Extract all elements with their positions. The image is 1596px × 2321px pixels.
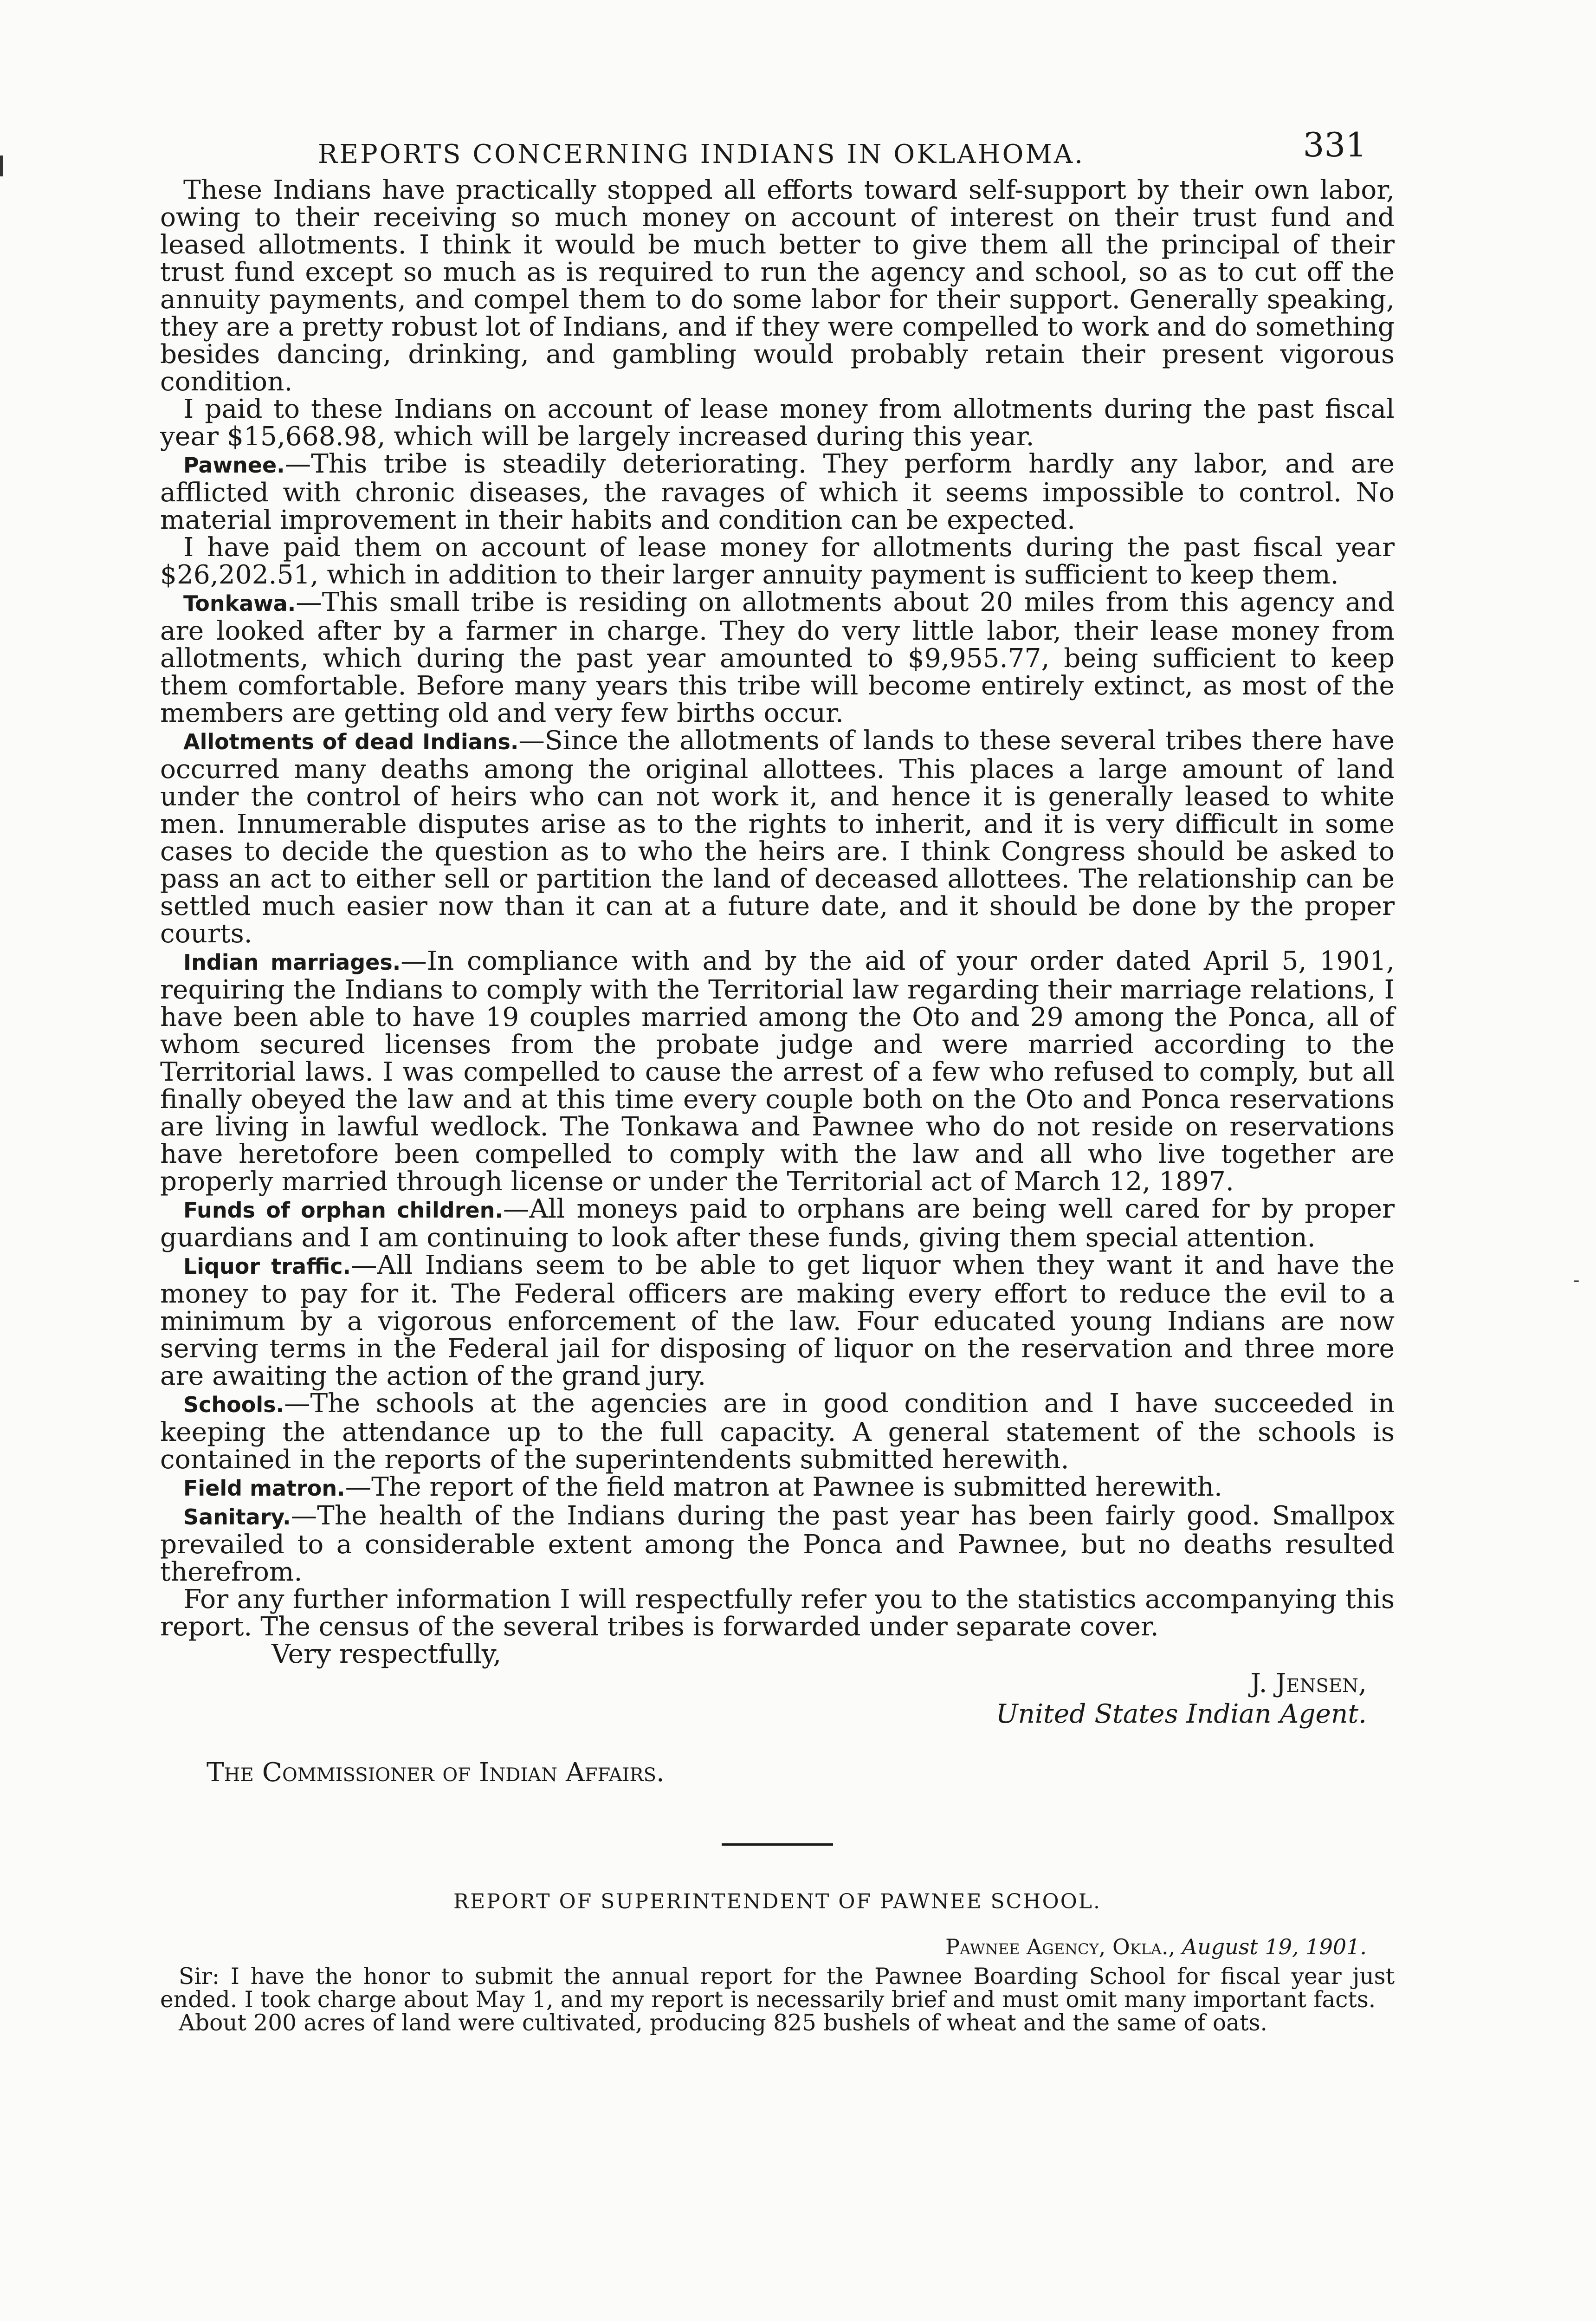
run-in-heading: Liquor traffic. <box>183 1254 351 1279</box>
agent-title: United States Indian Agent. <box>996 1699 1367 1729</box>
paragraph-text: —This small tribe is residing on allotments about 20 miles from this agency and are looked after by a farmer in charge. They do very little labor, their lease money from allotments, which during the past year amounted to $9,955.77, being sufficient to keep them comfortable. Before many years this tribe will become entirely extinct, as most of the members are getting old and very few births occur. <box>160 587 1395 728</box>
paragraph: For any further information I will respectfully refer you to the statistics accompanying this report. The census of the several tribes is forwarded under separate cover. <box>160 1584 1395 1642</box>
run-in-heading: Tonkawa. <box>183 591 296 616</box>
section-divider <box>722 1843 833 1846</box>
running-head <box>160 125 1395 176</box>
run-in-heading: Indian marriages. <box>183 950 401 975</box>
paragraph-text: —This tribe is steadily deteriorating. They perform hardly any labor, and are afflicted with chronic diseases, the ravages of which it seems impossible to control. No material improvement in their habits and condition can be expected. <box>160 449 1395 535</box>
paragraph <box>160 1251 1395 1390</box>
paragraph-text: —All moneys paid to orphans are being well cared for by proper guardians and I am continuing to look after these funds, giving them special attention. <box>160 1194 1395 1253</box>
paragraph <box>160 1195 1395 1251</box>
run-in-heading: Funds of orphan children. <box>183 1198 503 1223</box>
run-in-heading: Allotments of dead Indians. <box>183 729 519 754</box>
dateline-date: August 19, 1901. <box>1182 1934 1367 1959</box>
paragraph <box>160 450 1395 534</box>
signature: J. Jensen, <box>1250 1668 1367 1699</box>
section-heading: REPORT OF SUPERINTENDENT OF PAWNEE SCHOOL. <box>453 1890 1101 1913</box>
margin-mark: - <box>1573 1270 1580 1291</box>
run-in-heading: Schools. <box>183 1392 284 1417</box>
page-number: 331 <box>1303 125 1367 164</box>
paragraph <box>160 727 1395 947</box>
paragraph: Sir: I have the honor to submit the annual report for the Pawnee Boarding School for fiscal year just ended. I took charge about May 1, and my report is necessarily brief and must omit many important facts. <box>160 1964 1395 2013</box>
paragraph <box>160 1390 1395 1473</box>
run-in-heading: Field matron. <box>183 1476 345 1501</box>
paragraph: These Indians have practically stopped all efforts toward self-support by their own labor, owing to their receiving so much money on account of interest on their trust fund and leased allotments. I think it would be much better to give them all the principal of their trust fund except so much as is required to run the agency and school, so as to cut off the annuity payments, and compel them to do some labor for their support. Generally speaking, they are a pretty robust lot of Indians, and if they were compelled to work and do something besides dancing, drinking, and gambling would probably retain their present vigorous condition. <box>160 175 1395 397</box>
paragraph-text: —The health of the Indians during the past year has been fairly good. Smallpox prevailed to a considerable extent among the Ponca and Pawnee, but no deaths resulted therefrom. <box>160 1501 1395 1587</box>
paragraph <box>160 589 1395 727</box>
run-in-heading: Sanitary. <box>183 1504 291 1530</box>
paragraph-text: —The report of the field matron at Pawnee is submitted herewith. <box>345 1472 1222 1502</box>
dateline <box>160 1934 1395 1959</box>
paragraph-text: —Since the allotments of lands to these several tribes there have occurred many deaths among the original allottees. This places a large amount of land under the control of heirs who can not work it, and hence it is generally leased to white men. Innumerable disputes arise as to the rights to inherit, and it is very difficult in some cases to decide the question as to who the heirs are. I think Congress should be asked to pass an act to either sell or partition the land of deceased allottees. The relationship can be settled much easier now than it can at a future date, and it should be done by the proper courts. <box>160 726 1395 949</box>
paragraph <box>160 1473 1395 1502</box>
paragraph: About 200 acres of land were cultivated, producing 825 bushels of wheat and the same of oats. <box>179 2010 1267 2036</box>
paragraph: I have paid them on account of lease money for allotments during the past fiscal year $26,202.51, which in addition to their larger annuity payment is sufficient to keep them. <box>160 532 1395 590</box>
small-type-section <box>160 1965 1395 2035</box>
text-column <box>160 125 1395 2035</box>
scan-edge-mark <box>0 156 3 176</box>
run-in-heading: Pawnee. <box>183 453 285 478</box>
paragraph: I paid to these Indians on account of lease money from allotments during the past fiscal year $15,668.98, which will be largely increased during this year. <box>160 394 1395 452</box>
paragraph-text: —In compliance with and by the aid of your order dated April 5, 1901, requiring the Indians to comply with the Territorial law regarding their marriage relations, I have been able to have 19 couples married among the Oto and 29 among the Ponca, all of whom secured licenses from the probate judge and were married according to the Territorial laws. I was compelled to cause the arrest of a few who refused to comply, but all finally obeyed the law and at this time every couple both on the Oto and Ponca reservations are living in lawful wedlock. The Tonkawa and Pawnee who do not reside on reservations have heretofore been compelled to comply with the law and all who live together are properly married through license or under the Territorial act of March 12, 1897. <box>160 946 1395 1197</box>
paragraph-text: —The schools at the agencies are in good condition and I have succeeded in keeping the attendance up to the full capacity. A general statement of the schools is contained in the reports of the superintendents submitted herewith. <box>160 1388 1395 1475</box>
valediction: Very respectfully, <box>271 1639 502 1669</box>
running-title: REPORTS CONCERNING INDIANS IN OKLAHOMA. <box>318 139 1085 169</box>
paragraph <box>160 947 1395 1195</box>
addressee: The Commissioner of Indian Affairs. <box>207 1757 665 1788</box>
paragraph-text: —All Indians seem to be able to get liquor when they want it and have the money to pay for it. The Federal officers are making every effort to reduce the evil to a minimum by a vigorous enforcement of the law. Four educated young Indians are now serving terms in the Federal jail for disposing of liquor on the reservation and three more are awaiting the action of the grand jury. <box>160 1250 1395 1391</box>
paragraph <box>160 1502 1395 1586</box>
dateline-place: Pawnee Agency, Okla., <box>945 1934 1176 1959</box>
